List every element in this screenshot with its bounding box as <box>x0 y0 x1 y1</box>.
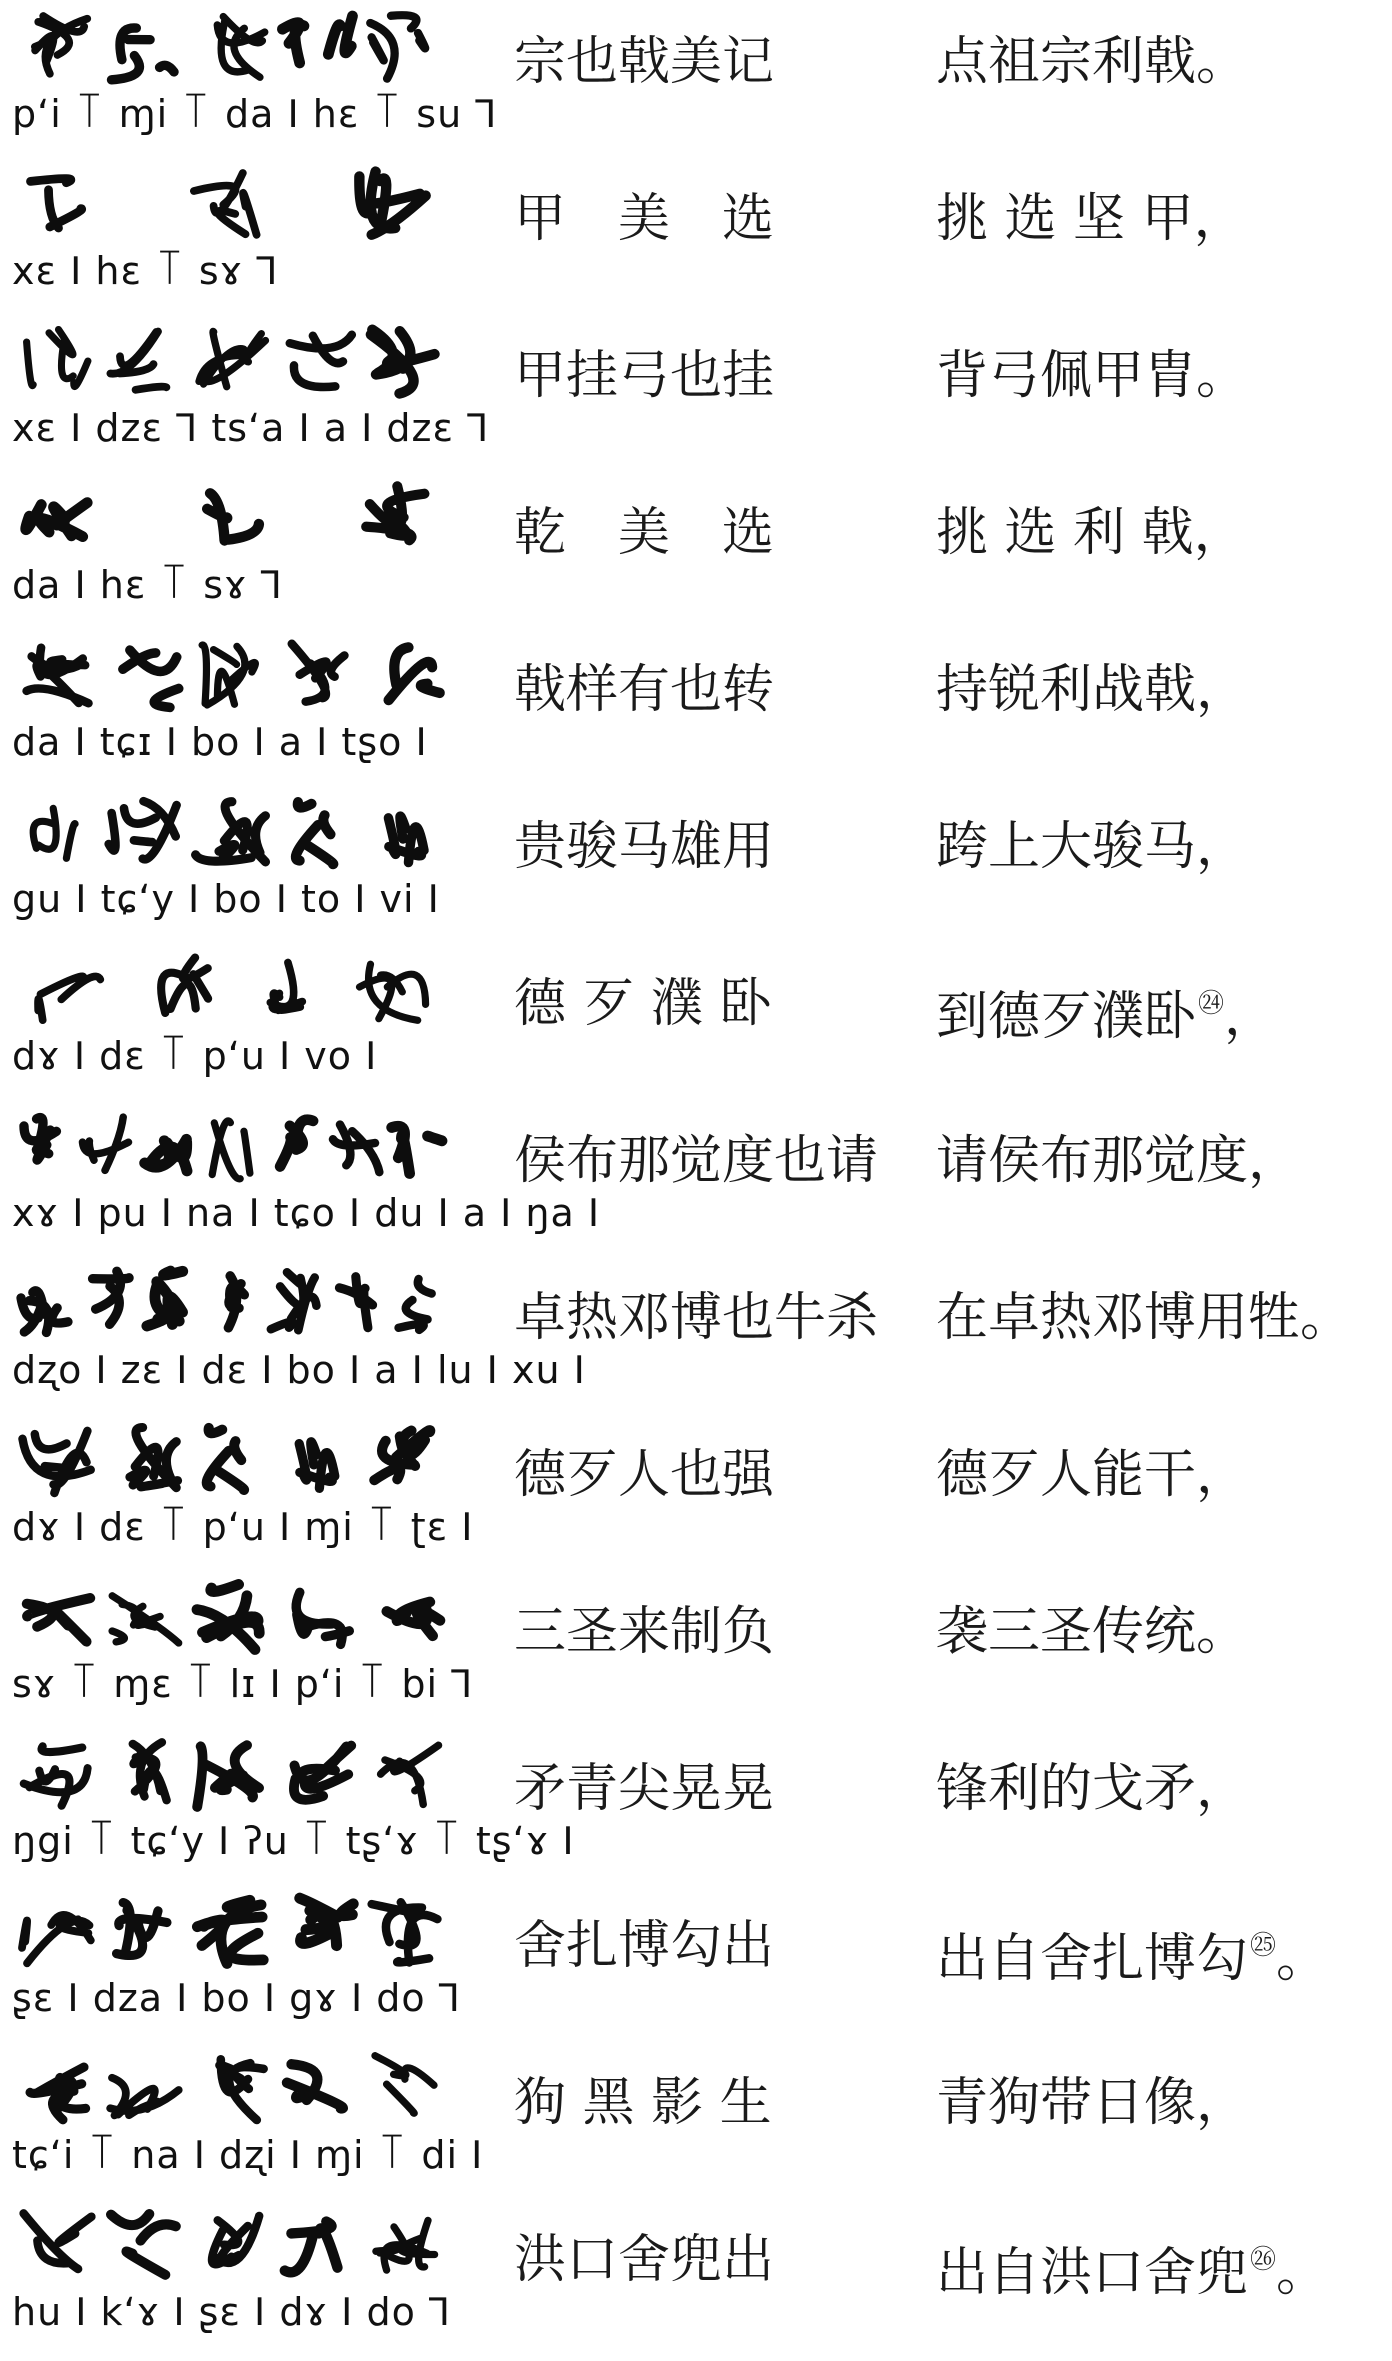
literal-gloss: 侯布那觉度也请 <box>514 1131 879 1191</box>
romanization-line: da ꓲ tɕɪ ꓲ bo ꓲ a ꓲ tʂo ꓲ <box>12 720 428 764</box>
translation <box>936 1443 1248 1507</box>
yi-glyph-image <box>14 1574 448 1662</box>
romanization-line: pʻi ꓄ ɱi ꓄ da ꓲ hɛ ꓄ su ꓶ <box>12 92 498 136</box>
yi-script-cell <box>8 0 498 157</box>
literal-gloss: 洪口舍兜出 <box>514 2230 775 2290</box>
romanization-line: xɛ ꓲ dzɛ ꓶ tsʻa ꓲ a ꓲ dzɛ ꓶ <box>12 406 490 450</box>
romanization-line: gu ꓲ tɕʻy ꓲ bo ꓲ to ꓲ vi ꓲ <box>12 877 440 921</box>
verse-row-11 <box>0 1570 1392 1727</box>
translation-text: 背弓佩甲胄。 <box>936 346 1249 406</box>
yi-script-cell <box>8 314 490 471</box>
translation <box>936 30 1248 94</box>
literal-gloss: 德 歹 濮 卧 <box>514 974 772 1034</box>
yi-glyph-image <box>14 1731 448 1819</box>
translation-text: 挑 选 利 戟， <box>936 503 1246 563</box>
yi-glyph-image <box>14 1888 448 1976</box>
translation-text: 在卓热邓博用牲。 <box>936 1288 1353 1348</box>
yi-script-cell <box>8 1570 474 1727</box>
translation-text: 持锐利战戟， <box>936 660 1249 720</box>
literal-gloss: 三圣来制负 <box>514 1602 775 1662</box>
translation-text: 出自洪口舍兜 <box>936 2243 1249 2303</box>
translation <box>936 1757 1248 1821</box>
yi-script-cell <box>8 785 448 942</box>
literal-gloss: 狗 黑 影 生 <box>514 2073 772 2133</box>
translation <box>936 1600 1248 1664</box>
romanization-line: da ꓲ hɛ ꓄ sɤ ꓶ <box>12 563 283 607</box>
verse-row-6 <box>0 785 1392 942</box>
yi-script-cell <box>8 157 448 314</box>
verse-row-8 <box>0 1099 1392 1256</box>
yi-script-cell <box>8 471 448 628</box>
romanization-line: dʐo ꓲ zɛ ꓲ dɛ ꓲ bo ꓲ a ꓲ lu ꓲ xu ꓲ <box>12 1348 586 1392</box>
literal-gloss: 乾 美 选 <box>514 503 775 563</box>
verse-row-7 <box>0 942 1392 1099</box>
yi-glyph-image <box>14 632 448 720</box>
translation-text: 点祖宗利戟。 <box>936 32 1249 92</box>
romanization-line: ŋgi ꓄ tɕʻy ꓲ ʔu ꓄ tʂʻɤ ꓄ tʂʻɤ ꓲ <box>12 1819 575 1863</box>
footnote-marker: ㉕ <box>1250 1931 1277 1961</box>
literal-gloss: 贵骏马雄用 <box>514 817 775 877</box>
romanization-line: dɤ ꓲ dɛ ꓄ pʻu ꓲ vo ꓲ <box>12 1034 378 1078</box>
verse-row-10 <box>0 1413 1392 1570</box>
translation <box>936 2071 1248 2135</box>
translation-punctuation: 。 <box>1276 1929 1329 1989</box>
literal-gloss: 德歹人也强 <box>514 1445 775 1505</box>
translation <box>936 972 1276 1049</box>
translation-text: 到德歹濮卧 <box>936 987 1197 1047</box>
verse-row-4 <box>0 471 1392 628</box>
yi-glyph-image <box>14 789 448 877</box>
translation-text: 锋利的戈矛， <box>936 1759 1249 1819</box>
translation <box>936 1286 1352 1350</box>
yi-script-cell <box>8 628 448 785</box>
yi-glyph-image <box>14 1260 448 1348</box>
literal-gloss: 矛青尖晃晃 <box>514 1759 775 1819</box>
literal-gloss: 戟样有也转 <box>514 660 775 720</box>
literal-gloss: 甲挂弓也挂 <box>514 346 775 406</box>
yi-script-cell <box>8 1413 474 1570</box>
translation-text: 青狗带日像， <box>936 2073 1249 2133</box>
verse-row-2 <box>0 157 1392 314</box>
translation <box>936 1914 1328 1991</box>
yi-script-cell <box>8 1884 461 2041</box>
verse-row-1 <box>0 0 1392 157</box>
translation-text: 挑 选 坚 甲， <box>936 189 1246 249</box>
yi-glyph-image <box>14 2045 448 2133</box>
translation <box>936 2228 1328 2305</box>
literal-gloss: 卓热邓博也牛杀 <box>514 1288 879 1348</box>
verse-row-14 <box>0 2041 1392 2198</box>
footnote-marker: ㉖ <box>1250 2245 1277 2275</box>
translation-text: 请侯布那觉度， <box>936 1131 1301 1191</box>
verse-row-9 <box>0 1256 1392 1413</box>
translation-text: 德歹人能干， <box>936 1445 1249 1505</box>
yi-glyph-image <box>14 2202 448 2290</box>
verse-row-13 <box>0 1884 1392 2041</box>
literal-gloss: 宗也戟美记 <box>514 32 775 92</box>
translation-text: 出自舍扎博勾 <box>936 1929 1249 1989</box>
literal-gloss: 甲 美 选 <box>514 189 775 249</box>
translation <box>936 187 1246 251</box>
romanization-line: dɤ ꓲ dɛ ꓄ pʻu ꓲ ɱi ꓄ ʈɛ ꓲ <box>12 1505 474 1549</box>
translation <box>936 501 1246 565</box>
yi-script-cell <box>8 1099 601 1256</box>
yi-glyph-image <box>14 475 448 563</box>
verse-row-5 <box>0 628 1392 785</box>
literal-gloss: 舍扎博勾出 <box>514 1916 775 1976</box>
yi-glyph-image <box>14 1103 448 1191</box>
yi-glyph-image <box>14 4 448 92</box>
translation-punctuation: 。 <box>1276 2243 1329 2303</box>
verse-row-3 <box>0 314 1392 471</box>
yi-glyph-image <box>14 318 448 406</box>
yi-script-cell <box>8 942 448 1099</box>
footnote-marker: ㉔ <box>1198 989 1225 1019</box>
yi-script-cell <box>8 1727 575 1884</box>
yi-script-cell <box>8 1256 586 1413</box>
translation <box>936 658 1248 722</box>
translation-text: 跨上大骏马， <box>936 817 1249 877</box>
translation <box>936 1129 1300 1193</box>
romanization-line: sɤ ꓄ ɱɛ ꓄ lɪ ꓲ pʻi ꓄ bi ꓶ <box>12 1662 474 1706</box>
verse-row-12 <box>0 1727 1392 1884</box>
verse-row-15 <box>0 2198 1392 2355</box>
romanization-line: xɛ ꓲ hɛ ꓄ sɤ ꓶ <box>12 249 279 293</box>
translation-text: 袭三圣传统。 <box>936 1602 1249 1662</box>
yi-glyph-image <box>14 1417 448 1505</box>
romanization-line: ʂɛ ꓲ dza ꓲ bo ꓲ gɤ ꓲ do ꓶ <box>12 1976 461 2020</box>
romanization-line: xɤ ꓲ pu ꓲ na ꓲ tɕo ꓲ du ꓲ a ꓲ ŋa ꓲ <box>12 1191 601 1235</box>
yi-glyph-image <box>14 161 448 249</box>
translation-punctuation: ， <box>1224 987 1277 1047</box>
yi-glyph-image <box>14 946 448 1034</box>
romanization-line: tɕʻi ꓄ na ꓲ dʐi ꓲ ɱi ꓄ di ꓲ <box>12 2133 484 2177</box>
yi-script-cell <box>8 2198 452 2355</box>
romanization-line: hu ꓲ kʻɤ ꓲ ʂɛ ꓲ dɤ ꓲ do ꓶ <box>12 2290 452 2334</box>
translation <box>936 344 1248 408</box>
yi-script-cell <box>8 2041 484 2198</box>
translation <box>936 815 1248 879</box>
